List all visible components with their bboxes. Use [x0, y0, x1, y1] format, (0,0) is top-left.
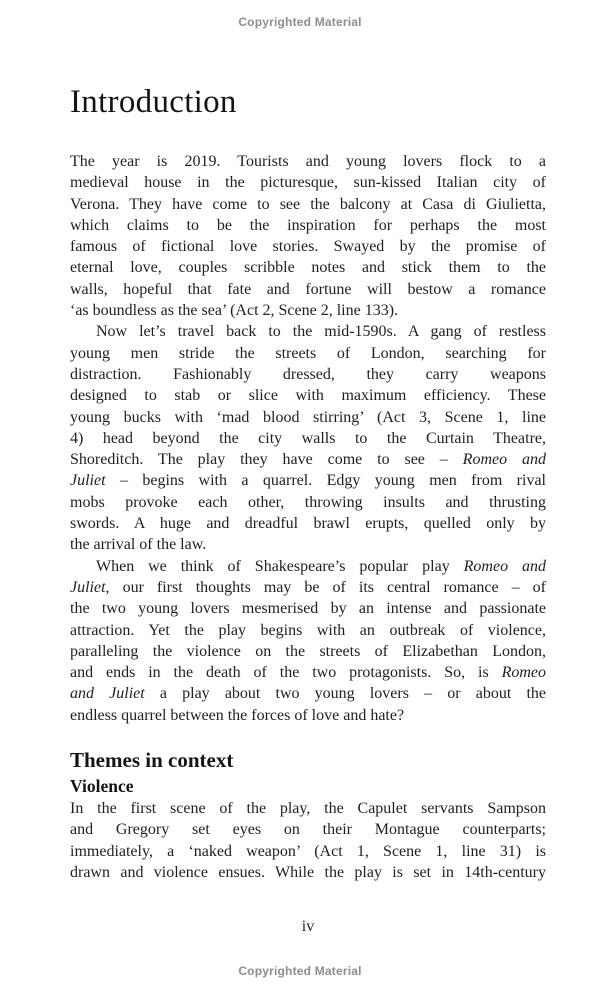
text-line	[70, 300, 546, 321]
paragraph	[70, 151, 546, 321]
text-run: famous of fictional love stories. Swayed by the promise of	[70, 238, 546, 256]
text-line	[70, 620, 546, 641]
text-run: which claims to be the inspiration for perhaps the most	[70, 216, 546, 234]
copyright-notice-top: Copyrighted Material	[238, 15, 362, 29]
text-line	[70, 364, 546, 385]
text-run: drawn and violence ensues. While the play is set in 14th-century	[70, 863, 546, 881]
text-run: endless quarrel between the forces of love and hate?	[70, 706, 405, 724]
text-line	[70, 534, 546, 555]
text-line	[70, 798, 546, 819]
text-run-italic: Juliet	[70, 472, 106, 490]
text-run-italic: Romeo and	[463, 557, 546, 575]
text-run: distraction. Fashionably dressed, they carry weapons	[70, 365, 546, 383]
text-run: Now let’s travel back to the mid-1590s. A gang of restless	[96, 323, 546, 341]
text-run: attraction. Yet the play begins with an outbreak of violence,	[70, 621, 546, 639]
text-line	[70, 236, 546, 257]
text-run: walls, hopeful that fate and fortune will bestow a romance	[70, 280, 546, 298]
text-line	[70, 470, 546, 491]
text-line	[70, 385, 546, 406]
text-line	[70, 151, 546, 172]
text-run: the arrival of the law.	[70, 536, 207, 554]
text-run: young men stride the streets of London, searching for	[70, 344, 546, 362]
text-line	[70, 662, 546, 683]
text-run: eternal love, couples scribble notes and stick them to the	[70, 259, 546, 277]
text-line	[70, 705, 546, 726]
text-line	[70, 556, 546, 577]
text-line	[70, 215, 546, 236]
text-run: designed to stab or slice with maximum efficiency. These	[70, 387, 546, 405]
text-run: When we think of Shakespeare’s popular play	[96, 557, 464, 575]
text-run-italic: and Juliet	[70, 685, 145, 703]
text-line	[70, 862, 546, 883]
text-run: 4) head beyond the city walls to the Curtain Theatre,	[70, 429, 546, 447]
text-run: – begins with a quarrel. Edgy young men from rival	[105, 472, 546, 490]
text-run: ‘as boundless as the sea’ (Act 2, Scene 2, line 133).	[70, 302, 399, 320]
text-run-italic: Romeo and	[462, 451, 546, 469]
text-run: mobs provoke each other, throwing insults and thrusting	[70, 493, 546, 511]
text-run: swords. A huge and dreadful brawl erupts, quelled only by	[70, 515, 546, 533]
text-line	[70, 513, 546, 534]
text-line	[70, 598, 546, 619]
text-line	[70, 841, 546, 862]
paragraph	[70, 321, 546, 555]
text-run-italic: Juliet	[70, 578, 106, 596]
text-line	[70, 449, 546, 470]
text-run: the two young lovers mesmerised by an intense and passionate	[70, 600, 546, 618]
text-line	[70, 492, 546, 513]
body-text	[70, 151, 546, 883]
page-content	[70, 83, 546, 937]
text-line	[70, 257, 546, 278]
text-line	[70, 683, 546, 704]
text-line	[70, 577, 546, 598]
text-run: Verona. They have come to see the balcony at Casa di Giulietta,	[70, 195, 546, 213]
text-line	[70, 279, 546, 300]
text-run: medieval house in the picturesque, sun-kissed Italian city of	[70, 174, 546, 192]
copyright-notice-bottom: Copyrighted Material	[238, 964, 362, 979]
text-run: and ends in the death of the two protagonists. So, is	[70, 664, 502, 682]
text-line	[70, 343, 546, 364]
subsection-heading: Violence	[70, 776, 134, 797]
text-line	[70, 428, 546, 449]
text-run: immediately, a ‘naked weapon’ (Act 1, Scene 1, line 31) is	[70, 842, 546, 860]
text-run: , our first thoughts may be of its central romance – of	[105, 578, 546, 596]
text-line	[70, 194, 546, 215]
text-line	[70, 407, 546, 428]
text-run: Shoreditch. The play they have come to see –	[70, 451, 463, 469]
text-run: paralleling the violence on the streets of Elizabethan London,	[70, 642, 546, 660]
text-run: In the first scene of the play, the Capulet servants Sampson	[70, 800, 546, 818]
text-run: The year is 2019. Tourists and young lovers flock to a	[70, 153, 546, 170]
text-run: young bucks with ‘mad blood stirring’ (Act 3, Scene 1, line	[70, 408, 546, 426]
text-line	[70, 641, 546, 662]
section-heading: Themes in context	[70, 748, 234, 773]
text-line	[70, 321, 546, 342]
text-run-italic: Romeo	[501, 664, 546, 682]
paragraph	[70, 556, 546, 726]
page-number: iv	[301, 918, 315, 936]
text-line	[70, 172, 546, 193]
paragraph	[70, 798, 546, 883]
text-run: and Gregory set eyes on their Montague counterparts;	[70, 821, 546, 839]
page-title: Introduction	[70, 84, 237, 120]
text-line	[70, 819, 546, 840]
text-run: a play about two young lovers – or about the	[144, 685, 546, 703]
